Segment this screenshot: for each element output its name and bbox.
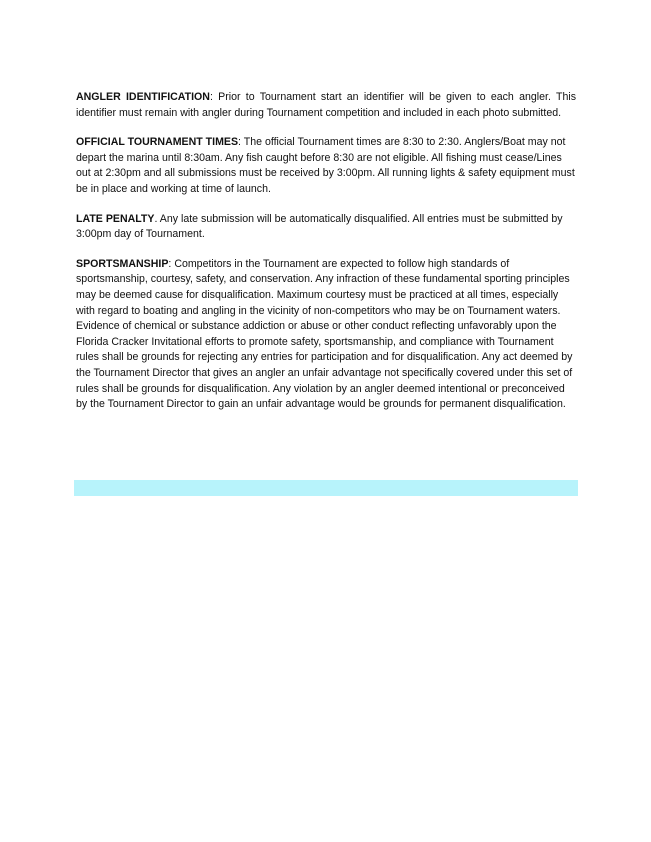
angler-identification-body: Prior to Tournament start an identifier will be given to each angler. This identifier must remain with angler during Tournament competition and included in each photo submitted. [76,91,576,119]
rules-content [76,90,576,427]
angler-identification-paragraph [76,90,576,121]
sportsmanship-heading: SPORTSMANSHIP [76,257,169,270]
official-tournament-times-paragraph [76,135,576,197]
angler-identification-heading: ANGLER IDENTIFICATION [76,91,210,103]
official-tournament-times-body: The official Tournament times are 8:30 to 2:30. Anglers/Boat may not depart the marina until 8:30am. Any fish caught before 8:30 are not eligible. All fishing must cease/Lines out at 2:30pm and all submissions must be received by 3:00pm. All running lights & safety equipment must be in place and working at time of launch. [76,136,575,195]
late-penalty-body: Any late submission will be automatically disqualified. All entries must be submitted by 3:00pm day of Tournament. [76,212,563,241]
highlight-band [74,480,578,496]
late-penalty-heading: LATE PENALTY [76,212,155,225]
sportsmanship-paragraph [76,257,576,413]
late-penalty-paragraph [76,212,576,243]
official-tournament-times-heading: OFFICIAL TOURNAMENT TIMES [76,136,239,149]
late-penalty-separator: . [154,212,158,225]
sportsmanship-separator: : [168,257,172,270]
angler-identification-separator: : [209,91,213,103]
sportsmanship-body: Competitors in the Tournament are expected to follow high standards of sportsmanship, courtesy, safety, and conservation. Any infraction of these fundamental sporting principles may be deemed cause for disqualification. Maximum courtesy must be practiced at all times, especially with regard to boating and angling in the vicinity of non-competitors who may be on Tournament waters. Evidence of chemical or substance addiction or abuse or other conduct reflecting unfavorably upon the Florida Cracker Invitational efforts to promote safety, sportsmanship, and compliance with Tournament rules shall be grounds for rejecting any entries for participation and for disqualification. Any act deemed by the Tournament Director that gives an angler an unfair advantage not specifically covered under this set of rules shall be grounds for disqualification. Any violation by an angler deemed intentional or preconceived by the Tournament Director to gain an unfair advantage would be grounds for permanent disqualification. [76,257,573,411]
official-tournament-times-separator: : [238,136,241,149]
